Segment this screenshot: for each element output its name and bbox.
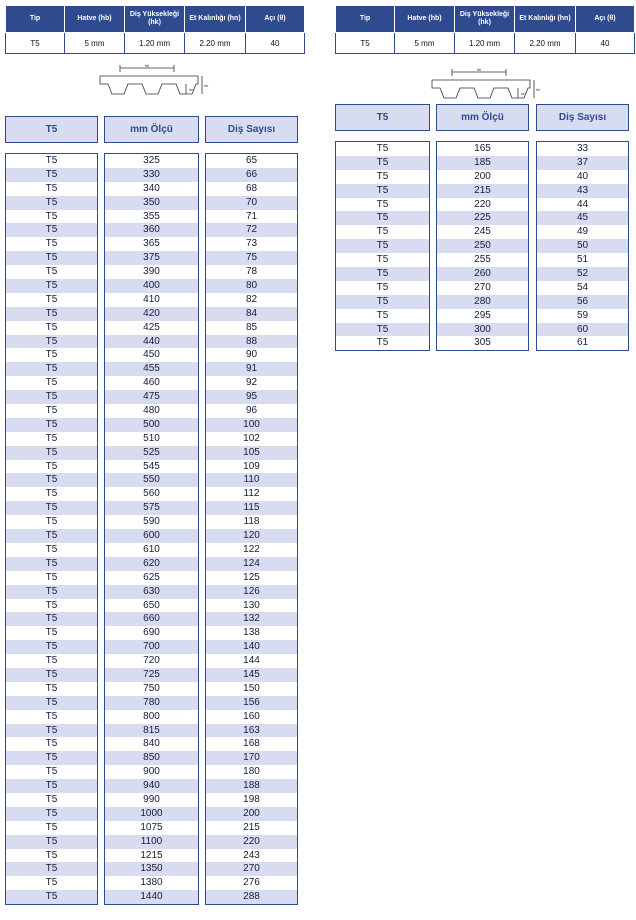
list-cell: 156: [206, 696, 297, 710]
list-cell: 450: [105, 348, 198, 362]
list-cell: 1100: [105, 835, 198, 849]
list-cell: T5: [6, 862, 97, 876]
list-cell: 112: [206, 487, 297, 501]
right-header-mm-olcu: mm Ölçü: [436, 104, 529, 131]
list-cell: T5: [6, 418, 97, 432]
list-cell: T5: [336, 142, 429, 156]
list-cell: 78: [206, 265, 297, 279]
list-cell: 160: [206, 710, 297, 724]
list-cell: 255: [437, 253, 528, 267]
list-cell: 132: [206, 612, 297, 626]
list-cell: T5: [6, 168, 97, 182]
spec-data-row: [336, 33, 635, 54]
right-column-mm-olcu: [436, 141, 529, 351]
list-cell: 1440: [105, 890, 198, 904]
list-cell: T5: [6, 210, 97, 224]
list-cell: 140: [206, 640, 297, 654]
list-cell: 43: [537, 184, 628, 198]
list-cell: 425: [105, 321, 198, 335]
list-cell: T5: [6, 529, 97, 543]
list-cell: 690: [105, 626, 198, 640]
diagram-label-hk: hk: [536, 87, 541, 92]
list-cell: 243: [206, 849, 297, 863]
list-cell: T5: [6, 890, 97, 904]
list-cell: T5: [336, 253, 429, 267]
list-cell: T5: [6, 724, 97, 738]
list-cell: 815: [105, 724, 198, 738]
list-cell: T5: [6, 668, 97, 682]
list-cell: 220: [437, 198, 528, 212]
list-cell: 840: [105, 737, 198, 751]
list-cell: T5: [336, 281, 429, 295]
list-cell: T5: [6, 557, 97, 571]
list-cell: T5: [6, 515, 97, 529]
list-cell: T5: [6, 196, 97, 210]
list-cell: T5: [6, 154, 97, 168]
list-cell: T5: [336, 309, 429, 323]
list-cell: 130: [206, 599, 297, 613]
list-cell: 73: [206, 237, 297, 251]
list-cell: 66: [206, 168, 297, 182]
list-cell: 120: [206, 529, 297, 543]
list-cell: 480: [105, 404, 198, 418]
list-cell: 150: [206, 682, 297, 696]
header-dis-yuksekligi: Diş Yüksekleği (hk): [455, 6, 515, 33]
list-cell: 220: [206, 835, 297, 849]
list-cell: T5: [6, 876, 97, 890]
list-cell: T5: [336, 225, 429, 239]
right-column-tip: [335, 141, 430, 351]
list-cell: 780: [105, 696, 198, 710]
list-cell: 260: [437, 267, 528, 281]
list-cell: 70: [206, 196, 297, 210]
list-cell: 163: [206, 724, 297, 738]
list-cell: T5: [6, 807, 97, 821]
list-cell: 200: [206, 807, 297, 821]
list-cell: 545: [105, 460, 198, 474]
value-et-kalinligi: 2.20 mm: [185, 33, 246, 54]
value-hatve: 5 mm: [395, 33, 455, 54]
list-cell: 460: [105, 376, 198, 390]
list-cell: 54: [537, 281, 628, 295]
list-cell: 215: [206, 821, 297, 835]
list-cell: T5: [336, 267, 429, 281]
list-cell: T5: [336, 336, 429, 350]
list-cell: T5: [6, 543, 97, 557]
list-cell: 200: [437, 170, 528, 184]
left-column-mm-olcu: [104, 153, 199, 905]
list-cell: 440: [105, 335, 198, 349]
list-cell: 420: [105, 307, 198, 321]
list-cell: T5: [336, 323, 429, 337]
list-cell: 700: [105, 640, 198, 654]
list-cell: T5: [6, 293, 97, 307]
spec-data-row: [6, 33, 305, 54]
list-cell: 850: [105, 751, 198, 765]
list-cell: T5: [6, 404, 97, 418]
right-header-tip: T5: [335, 104, 430, 131]
header-aci: Açı (θ): [576, 6, 635, 33]
diagram-label-hb: hb: [476, 67, 482, 72]
list-cell: T5: [6, 376, 97, 390]
left-header-mm-olcu: mm Ölçü: [104, 116, 199, 143]
list-cell: 56: [537, 295, 628, 309]
list-cell: 560: [105, 487, 198, 501]
value-aci: 40: [246, 33, 305, 54]
list-cell: 90: [206, 348, 297, 362]
list-cell: 84: [206, 307, 297, 321]
list-cell: T5: [6, 682, 97, 696]
value-tip: T5: [6, 33, 65, 54]
list-cell: 125: [206, 571, 297, 585]
belt-profile-diagram-right: [430, 66, 542, 108]
list-cell: 990: [105, 793, 198, 807]
list-cell: T5: [6, 612, 97, 626]
list-cell: 295: [437, 309, 528, 323]
list-cell: 1000: [105, 807, 198, 821]
list-cell: 122: [206, 543, 297, 557]
list-cell: 60: [537, 323, 628, 337]
list-cell: 270: [437, 281, 528, 295]
list-cell: T5: [336, 184, 429, 198]
list-cell: 340: [105, 182, 198, 196]
list-cell: T5: [336, 156, 429, 170]
list-cell: 475: [105, 390, 198, 404]
list-cell: T5: [6, 779, 97, 793]
list-cell: T5: [6, 487, 97, 501]
list-cell: 1350: [105, 862, 198, 876]
value-dis-yuksekligi: 1.20 mm: [455, 33, 515, 54]
list-cell: T5: [6, 821, 97, 835]
list-cell: 109: [206, 460, 297, 474]
list-cell: 550: [105, 473, 198, 487]
list-cell: T5: [6, 432, 97, 446]
list-cell: 510: [105, 432, 198, 446]
list-cell: 45: [537, 211, 628, 225]
left-column-dis-sayisi: [205, 153, 298, 905]
list-cell: T5: [6, 237, 97, 251]
list-cell: 65: [206, 154, 297, 168]
spec-header-row: [336, 6, 635, 33]
list-cell: 355: [105, 210, 198, 224]
list-cell: T5: [6, 737, 97, 751]
list-cell: 650: [105, 599, 198, 613]
list-cell: 610: [105, 543, 198, 557]
list-cell: T5: [6, 654, 97, 668]
list-cell: 720: [105, 654, 198, 668]
list-cell: 96: [206, 404, 297, 418]
list-cell: 68: [206, 182, 297, 196]
list-cell: 250: [437, 239, 528, 253]
list-cell: 300: [437, 323, 528, 337]
list-cell: 575: [105, 501, 198, 515]
list-cell: 52: [537, 267, 628, 281]
list-cell: T5: [6, 626, 97, 640]
list-cell: 105: [206, 446, 297, 460]
value-et-kalinligi: 2.20 mm: [515, 33, 576, 54]
list-cell: 525: [105, 446, 198, 460]
list-cell: 800: [105, 710, 198, 724]
list-cell: 288: [206, 890, 297, 904]
list-cell: 365: [105, 237, 198, 251]
list-cell: 88: [206, 335, 297, 349]
list-cell: 59: [537, 309, 628, 323]
list-cell: 725: [105, 668, 198, 682]
list-cell: 85: [206, 321, 297, 335]
list-cell: T5: [6, 585, 97, 599]
list-cell: T5: [336, 295, 429, 309]
list-cell: T5: [6, 265, 97, 279]
list-cell: 180: [206, 765, 297, 779]
list-cell: 124: [206, 557, 297, 571]
list-cell: 600: [105, 529, 198, 543]
list-cell: T5: [6, 501, 97, 515]
list-cell: 225: [437, 211, 528, 225]
spec-header-row: [6, 6, 305, 33]
belt-profile-diagram-left: [98, 62, 210, 104]
list-cell: 305: [437, 336, 528, 350]
list-cell: T5: [336, 198, 429, 212]
header-tip: Tip: [336, 6, 395, 33]
list-cell: T5: [6, 473, 97, 487]
list-cell: 1215: [105, 849, 198, 863]
value-aci: 40: [576, 33, 635, 54]
list-cell: 170: [206, 751, 297, 765]
list-cell: T5: [6, 696, 97, 710]
list-cell: 400: [105, 279, 198, 293]
list-cell: 138: [206, 626, 297, 640]
list-cell: T5: [6, 571, 97, 585]
list-cell: 168: [206, 737, 297, 751]
list-cell: 102: [206, 432, 297, 446]
list-cell: 198: [206, 793, 297, 807]
right-column-dis-sayisi: [536, 141, 629, 351]
list-cell: 51: [537, 253, 628, 267]
header-hatve: Hatve (hb): [65, 6, 125, 33]
list-cell: 500: [105, 418, 198, 432]
list-cell: 44: [537, 198, 628, 212]
right-header-dis-sayisi: Diş Sayısı: [536, 104, 629, 131]
list-cell: T5: [6, 335, 97, 349]
list-cell: T5: [6, 751, 97, 765]
diagram-label-hn: hn: [521, 91, 526, 96]
list-cell: 72: [206, 223, 297, 237]
list-cell: 95: [206, 390, 297, 404]
list-cell: 455: [105, 362, 198, 376]
value-dis-yuksekligi: 1.20 mm: [125, 33, 185, 54]
list-cell: 188: [206, 779, 297, 793]
list-cell: 245: [437, 225, 528, 239]
list-cell: 276: [206, 876, 297, 890]
list-cell: 100: [206, 418, 297, 432]
list-cell: 61: [537, 336, 628, 350]
value-hatve: 5 mm: [65, 33, 125, 54]
list-cell: T5: [6, 849, 97, 863]
list-cell: T5: [6, 460, 97, 474]
list-cell: T5: [6, 446, 97, 460]
diagram-label-hn: hn: [189, 87, 194, 92]
header-dis-yuksekligi: Diş Yüksekleği (hk): [125, 6, 185, 33]
list-cell: 49: [537, 225, 628, 239]
list-cell: T5: [6, 710, 97, 724]
list-cell: 115: [206, 501, 297, 515]
list-cell: T5: [336, 211, 429, 225]
header-et-kalinligi: Et Kalınlığı (hn): [185, 6, 246, 33]
list-cell: T5: [6, 182, 97, 196]
list-cell: T5: [336, 170, 429, 184]
list-cell: T5: [6, 599, 97, 613]
list-cell: 37: [537, 156, 628, 170]
list-cell: 660: [105, 612, 198, 626]
list-cell: 1075: [105, 821, 198, 835]
spec-table-left: [5, 5, 305, 54]
list-cell: T5: [6, 640, 97, 654]
list-cell: 50: [537, 239, 628, 253]
list-cell: 375: [105, 251, 198, 265]
diagram-label-hk: hk: [204, 83, 209, 88]
header-aci: Açı (θ): [246, 6, 305, 33]
list-cell: T5: [6, 321, 97, 335]
list-cell: T5: [6, 307, 97, 321]
list-cell: 40: [537, 170, 628, 184]
list-cell: T5: [6, 348, 97, 362]
list-cell: 110: [206, 473, 297, 487]
left-header-dis-sayisi: Diş Sayısı: [205, 116, 298, 143]
list-cell: 270: [206, 862, 297, 876]
list-cell: 630: [105, 585, 198, 599]
list-cell: 360: [105, 223, 198, 237]
header-et-kalinligi: Et Kalınlığı (hn): [515, 6, 576, 33]
list-cell: 900: [105, 765, 198, 779]
list-cell: 165: [437, 142, 528, 156]
list-cell: 144: [206, 654, 297, 668]
list-cell: 215: [437, 184, 528, 198]
spec-table-right: [335, 5, 635, 54]
value-tip: T5: [336, 33, 395, 54]
list-cell: 33: [537, 142, 628, 156]
list-cell: T5: [6, 390, 97, 404]
list-cell: 75: [206, 251, 297, 265]
list-cell: 390: [105, 265, 198, 279]
list-cell: 145: [206, 668, 297, 682]
list-cell: 750: [105, 682, 198, 696]
list-cell: 330: [105, 168, 198, 182]
list-cell: 1380: [105, 876, 198, 890]
list-cell: 118: [206, 515, 297, 529]
left-header-tip: T5: [5, 116, 98, 143]
list-cell: 80: [206, 279, 297, 293]
list-cell: 940: [105, 779, 198, 793]
left-column-tip: [5, 153, 98, 905]
list-cell: 620: [105, 557, 198, 571]
header-tip: Tip: [6, 6, 65, 33]
diagram-label-hb: hb: [144, 63, 150, 68]
list-cell: 82: [206, 293, 297, 307]
header-hatve: Hatve (hb): [395, 6, 455, 33]
list-cell: T5: [336, 239, 429, 253]
list-cell: 410: [105, 293, 198, 307]
list-cell: 325: [105, 154, 198, 168]
list-cell: 280: [437, 295, 528, 309]
list-cell: 350: [105, 196, 198, 210]
list-cell: 91: [206, 362, 297, 376]
list-cell: T5: [6, 251, 97, 265]
list-cell: T5: [6, 223, 97, 237]
list-cell: 625: [105, 571, 198, 585]
list-cell: T5: [6, 279, 97, 293]
list-cell: 71: [206, 210, 297, 224]
list-cell: T5: [6, 765, 97, 779]
list-cell: 590: [105, 515, 198, 529]
list-cell: T5: [6, 362, 97, 376]
list-cell: T5: [6, 793, 97, 807]
list-cell: 185: [437, 156, 528, 170]
list-cell: 92: [206, 376, 297, 390]
list-cell: 126: [206, 585, 297, 599]
list-cell: T5: [6, 835, 97, 849]
